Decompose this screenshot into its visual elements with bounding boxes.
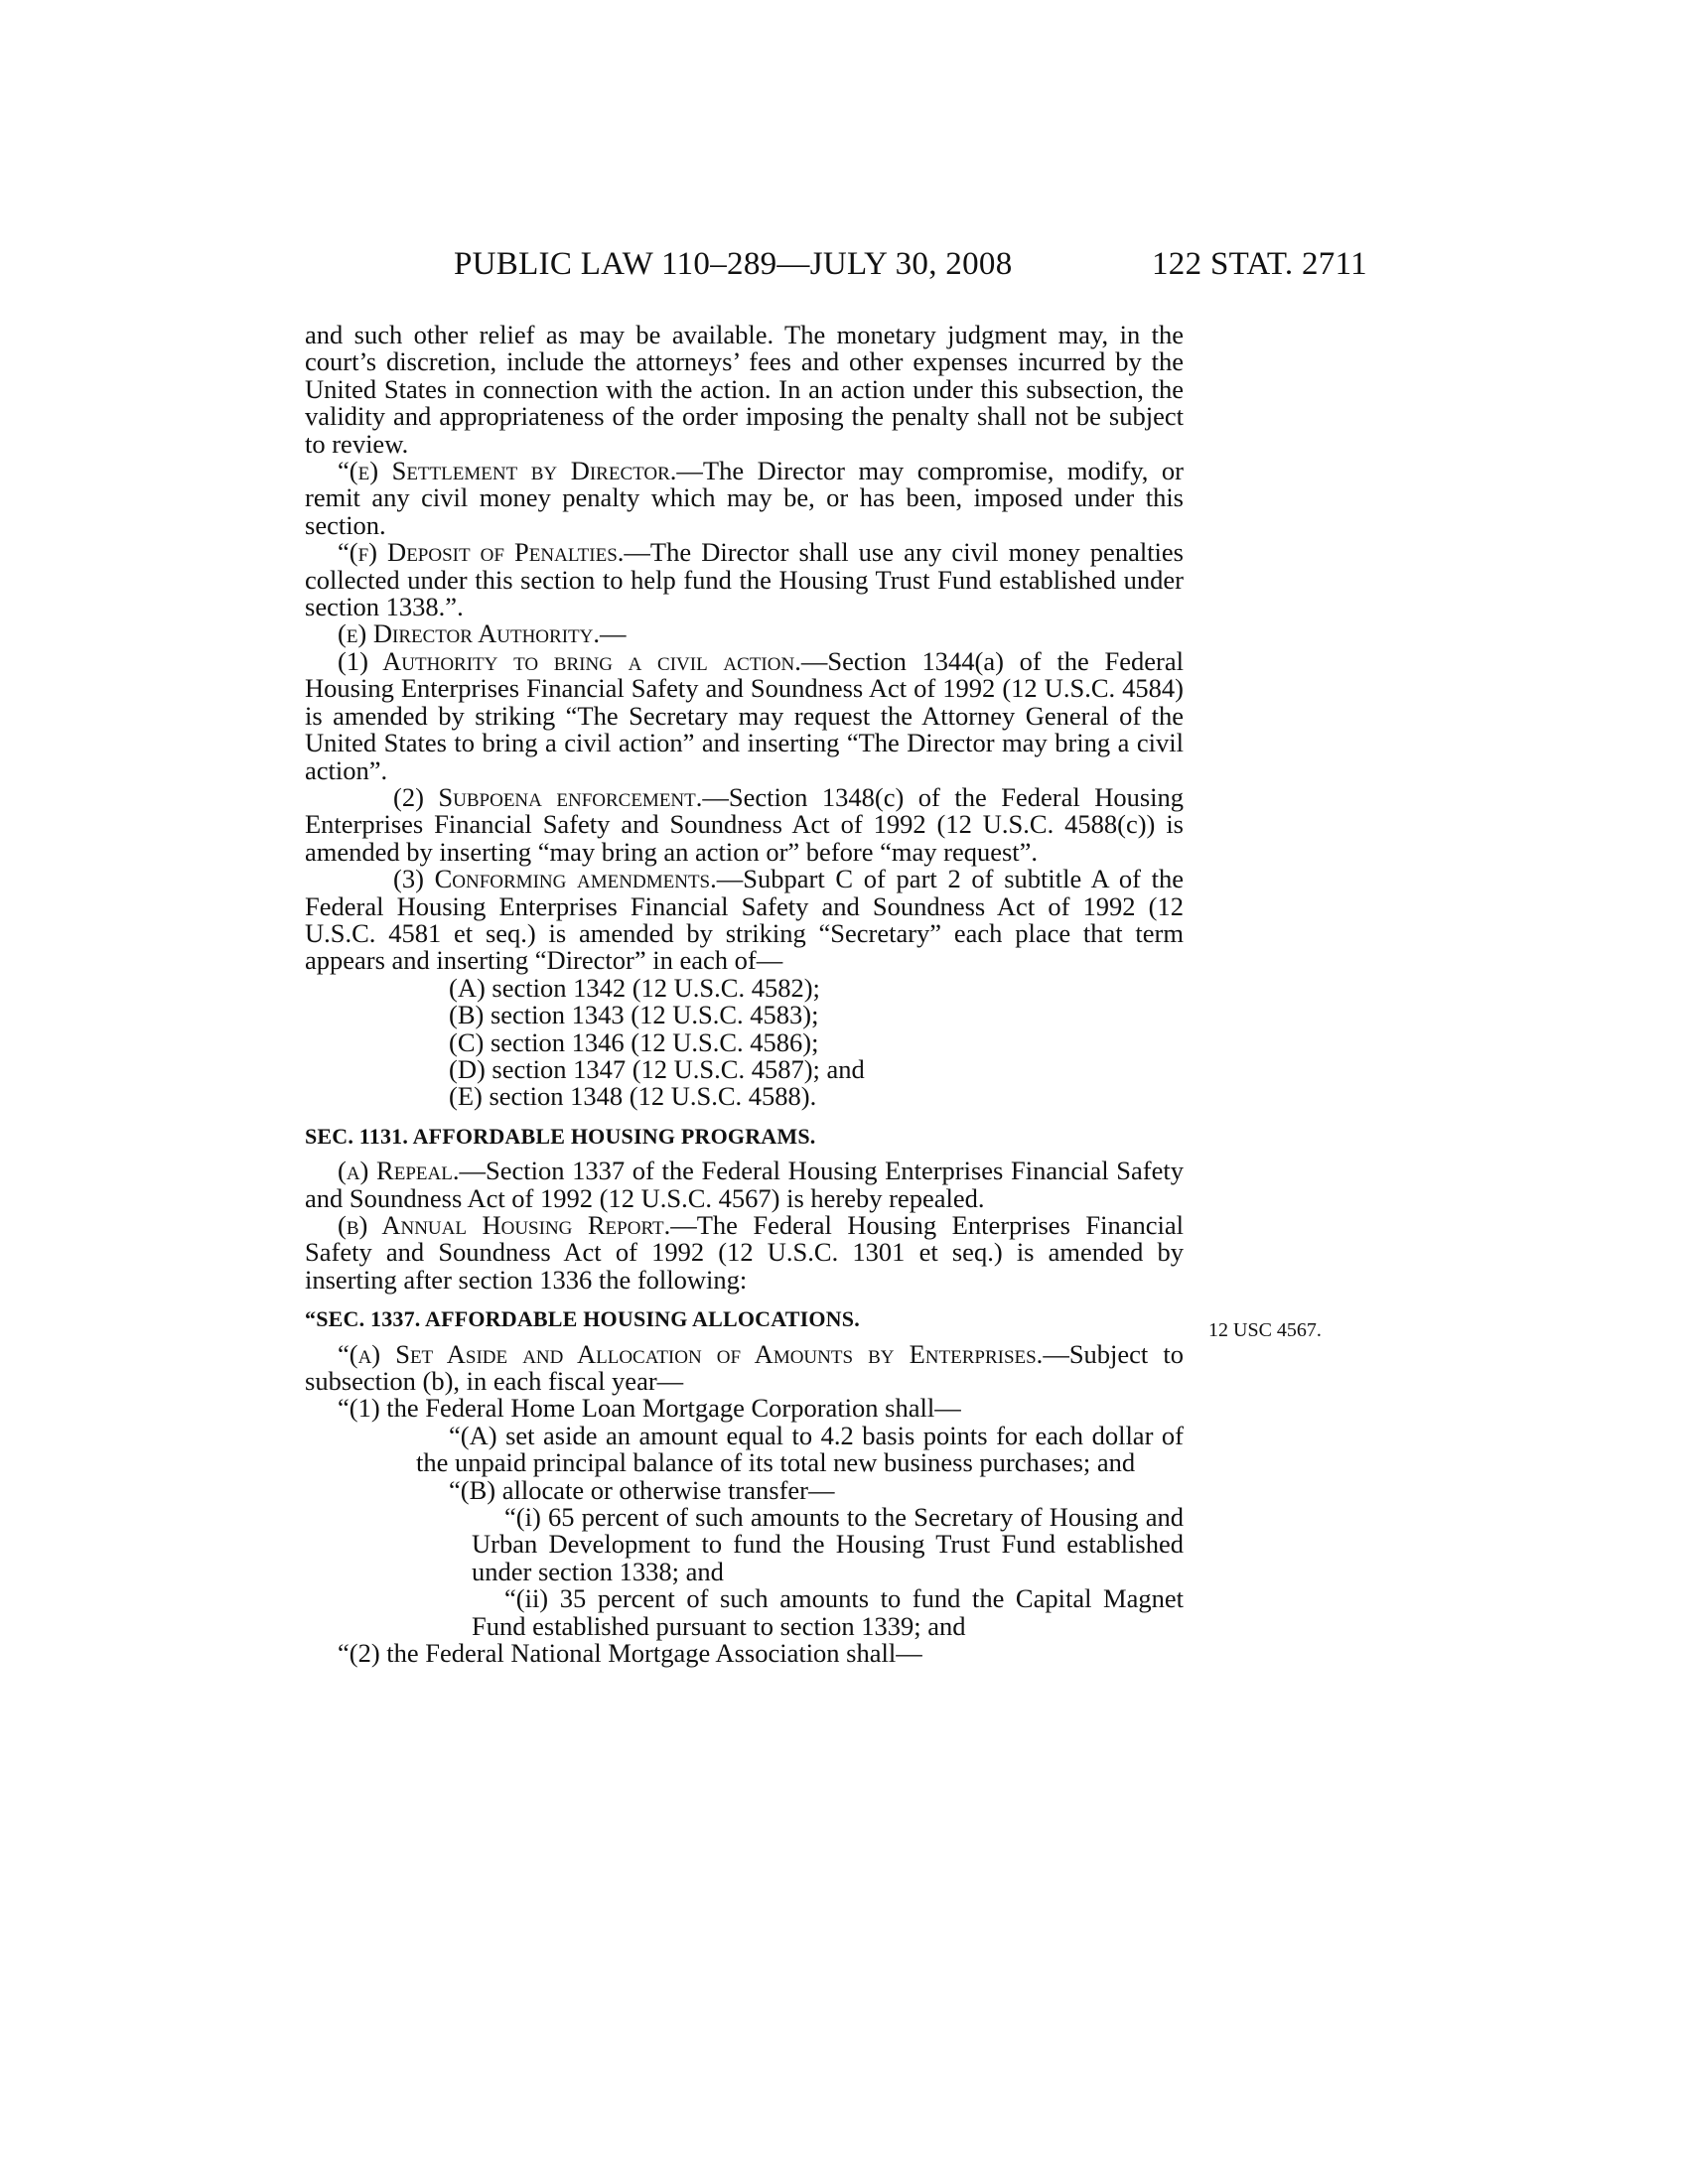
heading-repeal: (a) Repeal. [338,1156,460,1186]
paragraph-allocate: “(B) allocate or otherwise transfer— [449,1474,835,1505]
stat-page-number: 122 STAT. 2711 [1152,246,1367,282]
paragraph-65-percent: “(i) 65 percent of such amounts to the Secretary of Housing and Urban Development to fund the Housing Trust Fund established under section 1338; and [472,1502,1184,1586]
text-civil-action: —Section 1344(a) of the Federal Housing Enterprises Financial Safety and Soundness Act of 1992 (12 U.S.C. 4584) is amended by striking “The Secretary may request the Attorney General of the United States to bring a civil action” and inserting “The Director may bring a civil action”. [305,645,1184,785]
running-head-title: PUBLIC LAW 110–289—JULY 30, 2008 [454,246,1013,282]
page-header [0,246,1688,286]
margin-citation: 12 USC 4567. [1208,1319,1322,1342]
text-subpoena: —Section 1348(c) of the Federal Housing Enterprises Financial Safety and Soundness Act of 1992 (12 U.S.C. 4588(c)) is amended by inserting “may bring an action or” before “may request”. [305,781,1185,867]
paragraph-civil-action [249,645,1184,785]
paragraph-deposit [305,539,1184,620]
paragraph-relief: and such other relief as may be available. The monetary judgment may, in the court’s discretion, include the attorneys’ fees and other expenses incurred by the United States in connection with the action. In an action under this subsection, the validity and appropriateness of the order imposing the penalty shall not be subject to review. [305,320,1184,459]
section-1337-heading: “SEC. 1337. AFFORDABLE HOUSING ALLOCATIONS. [305,1306,860,1332]
heading-conforming: (3) Conforming amendments. [393,864,717,894]
paragraph-repeal [305,1158,1184,1212]
list-item-d: (D) section 1347 (12 U.S.C. 4587); and [449,1053,865,1084]
text-set-aside: —Subject to subsection (b), in each fiscal year— [305,1338,1184,1397]
text-repeal: —Section 1337 of the Federal Housing Enterprises Financial Safety and Soundness Act of 1992 (12 U.S.C. 4567) is hereby repealed. [305,1156,1185,1213]
text-settlement: —The Director may compromise, modify, or remit any civil money penalty which may be, or has been, imposed under this section. [305,456,1184,540]
paragraph-fannie-mae: “(2) the Federal National Mortgage Association shall— [338,1638,922,1669]
heading-subpoena: (2) Subpoena enforcement. [393,781,703,812]
paragraph-settlement [305,458,1184,539]
list-item-b: (B) section 1343 (12 U.S.C. 4583); [449,1000,819,1030]
paragraph-set-aside-amount: “(A) set aside an amount equal to 4.2 basis points for each dollar of the unpaid principal balance of its total new business purchases; and [416,1420,1184,1478]
heading-settlement: “(e) Settlement by Director. [338,456,677,486]
heading-annual-report: (b) Annual Housing Report. [338,1210,671,1240]
list-item-c: (C) section 1346 (12 U.S.C. 4586); [449,1026,819,1057]
heading-director-authority: (e) Director Authority.— [338,618,627,649]
paragraph-annual-report [305,1212,1184,1294]
paragraph-35-percent: “(ii) 35 percent of such amounts to fund the Capital Magnet Fund established pursuant to section 1339; and [472,1583,1184,1641]
heading-civil-action: (1) Authority to bring a civil action. [338,645,801,676]
text-conforming: —Subpart C of part 2 of subtitle A of the Federal Housing Enterprises Financial Safety and Soundness Act of 1992 (12 U.S.C. 4581 et seq.) is amended by striking “Secretary” each place that term appears and inserting “Director” in each of— [305,864,1185,976]
paragraph-subpoena [249,781,1185,867]
section-1131-heading: SEC. 1131. AFFORDABLE HOUSING PROGRAMS. [305,1123,816,1149]
section-1337-row [305,1305,1322,1342]
document-body [305,320,1322,1669]
list-item-a: (A) section 1342 (12 U.S.C. 4582); [449,972,820,1003]
heading-set-aside: “(a) Set Aside and Allocation of Amounts by Enterprises. [338,1338,1044,1369]
paragraph-set-aside [305,1338,1184,1397]
paragraph-conforming [249,866,1184,975]
text-annual-report: —The Federal Housing Enterprises Financial Safety and Soundness Act of 1992 (12 U.S.C. 1301 et seq.) is amended by inserting after section 1336 the following: [305,1210,1184,1295]
list-item-e: (E) section 1348 (12 U.S.C. 4588). [449,1081,817,1112]
paragraph-freddie-mac: “(1) the Federal Home Loan Mortgage Corporation shall— [338,1393,961,1424]
text-deposit: —The Director shall use any civil money penalties collected under this section to help fund the Housing Trust Fund established under section 1338.”. [305,537,1184,622]
heading-deposit: “(f) Deposit of Penalties. [338,537,625,568]
